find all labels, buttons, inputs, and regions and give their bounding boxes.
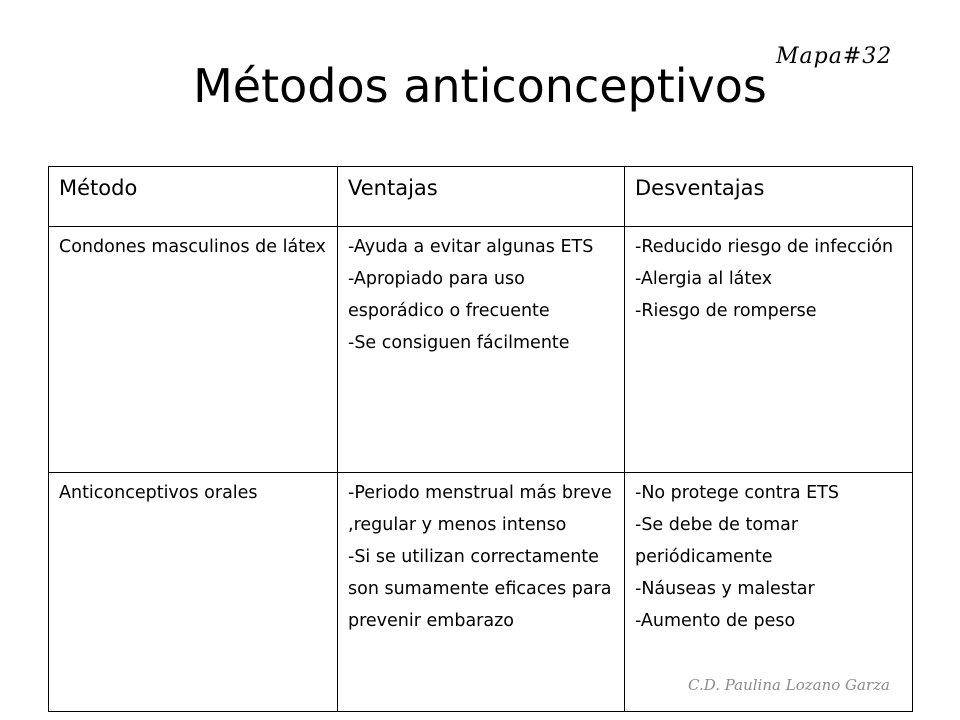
advantage-item: -Si se utilizan correctamente son sumamente eficaces para prevenir embarazo — [348, 547, 612, 631]
methods-table — [48, 166, 913, 712]
method-cell: Condones masculinos de látex — [49, 227, 338, 473]
advantage-item: -Se consiguen fácilmente — [348, 333, 570, 353]
disadvantage-item: -Aumento de peso — [635, 611, 796, 631]
method-cell: Anticonceptivos orales — [49, 473, 338, 712]
disadvantages-cell — [625, 227, 913, 473]
disadvantage-item: -Se debe de tomar periódicamente — [635, 515, 799, 567]
advantages-cell — [338, 473, 625, 712]
table-header-row — [49, 167, 913, 227]
disadvantage-item: -No protege contra ETS — [635, 483, 839, 503]
column-header-disadvantages: Desventajas — [625, 167, 913, 227]
disadvantage-item: -Reducido riesgo de infección — [635, 237, 894, 257]
table-row — [49, 227, 913, 473]
slide-title: Métodos anticonceptivos — [193, 59, 767, 113]
advantages-cell — [338, 227, 625, 473]
advantage-item: -Apropiado para uso esporádico o frecuente — [348, 269, 550, 321]
column-header-advantages: Ventajas — [338, 167, 625, 227]
column-header-method: Método — [49, 167, 338, 227]
slide-tag: Mapa#32 — [776, 44, 893, 69]
author-footer: C.D. Paulina Lozano Garza — [688, 676, 890, 694]
disadvantage-item: -Náuseas y malestar — [635, 579, 815, 599]
disadvantage-item: -Riesgo de romperse — [635, 301, 817, 321]
advantage-item: -Periodo menstrual más breve ,regular y menos intenso — [348, 483, 612, 535]
disadvantage-item: -Alergia al látex — [635, 269, 773, 289]
advantage-item: -Ayuda a evitar algunas ETS — [348, 237, 594, 257]
